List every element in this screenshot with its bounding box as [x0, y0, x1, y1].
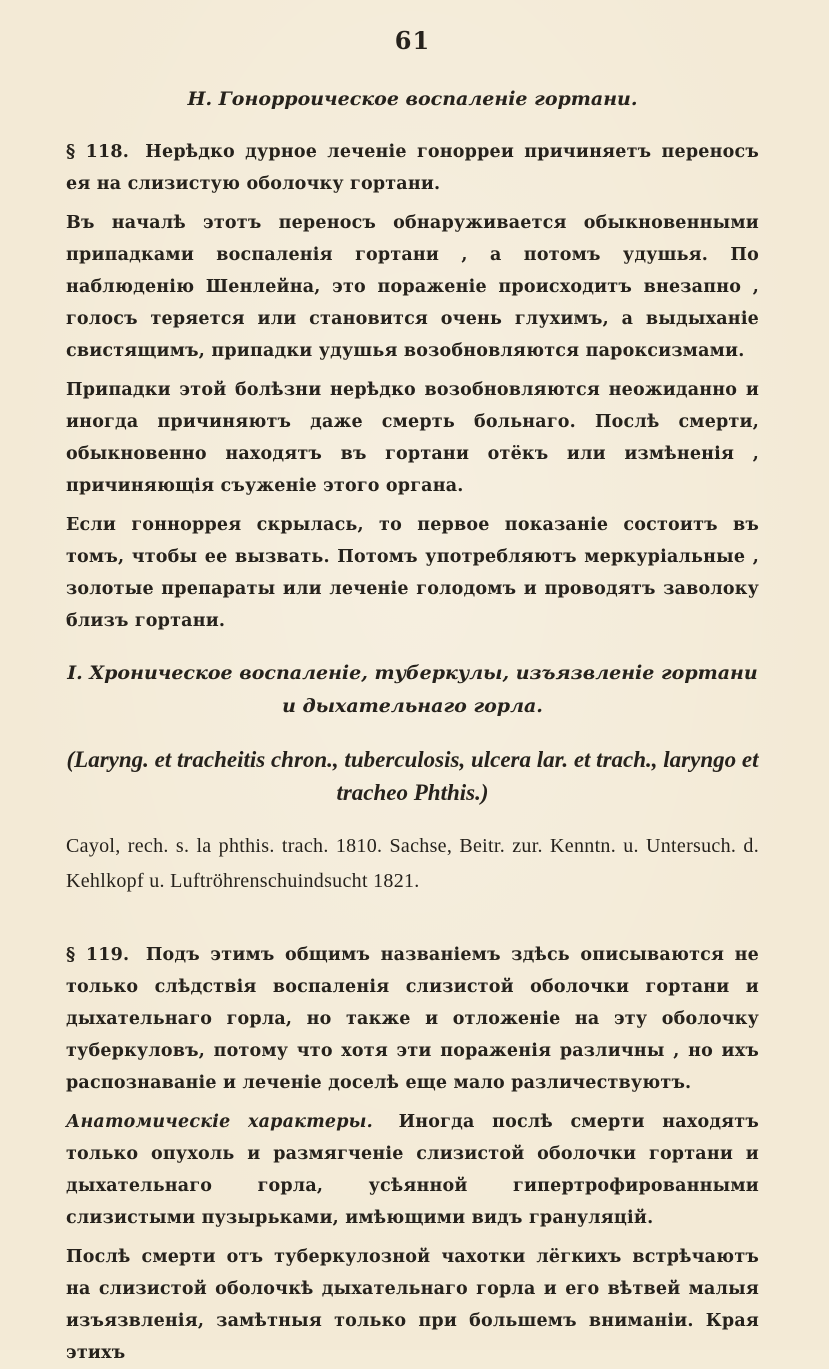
page-number: 61: [394, 26, 431, 55]
paragraph-anatomy-text: Иногда послѣ смерти находятъ только опухоль и размягченіе слизистой оболочки гортани и дыхательнаго горла, усѣянной гипертрофированными слизистыми пузырьками, имѣющими видъ грануляцій.: [66, 1112, 759, 1228]
paragraph-118: [66, 136, 759, 200]
section-number-118: § 118.: [66, 142, 130, 162]
paragraph-symptoms: Въ началѣ этотъ переносъ обнаруживается обыкновенными припадками воспаленія гортани , а потомъ удушья. По наблюденію Шенлейна, это пораженіе происходитъ внезапно , голосъ теряется или становится очень глухимъ, а выдыханіе свистящимъ, припадки удушья возобновляются пароксизмами.: [66, 213, 759, 361]
latin-synonyms: (Laryng. et tracheitis chron., tuberculosis, ulcera lar. et trach., laryngo et tracheo Phthis.): [66, 747, 759, 805]
paragraph-treatment: Если гонноррея скрылась, то первое показаніе состоитъ въ томъ, чтобы ее вызвать. Потомъ употребляютъ меркуріальные , золотые препараты или леченіе голодомъ и проводятъ заволоку близъ гортани.: [66, 515, 759, 631]
paragraph-ulcers: Послѣ смерти отъ туберкулозной чахотки лёгкихъ встрѣчаютъ на слизистой оболочкѣ дыхательнаго горла и его вѣтвей малыя изъязвленія, замѣтныя только при большемъ вниманіи. Края этихъ: [66, 1247, 759, 1363]
section-heading-i: I. Хроническое воспаленіе, туберкулы, изъязвленіе гортани и дыхательнаго горла.: [67, 662, 758, 717]
anatomy-lead-phrase: Анатомическіе характеры.: [66, 1112, 373, 1132]
bibliography-references: Cayol, rech. s. la phthis. trach. 1810. Sachse, Beitr. zur. Kenntn. u. Untersuch. d. Kehlkopf u. Luftröhrenschuindsucht 1821.: [66, 835, 759, 892]
paragraph-118-text: Нерѣдко дурное леченіе гонорреи причиняетъ переносъ ея на слизистую оболочку гортани.: [66, 142, 759, 194]
paragraph-anatomy: [66, 1106, 759, 1234]
section-heading-h: Н. Гонорроическое воспаленіе гортани.: [187, 88, 638, 110]
paragraph-outcome: Припадки этой болѣзни нерѣдко возобновляются неожиданно и иногда причиняютъ даже смерть больнаго. Послѣ смерти, обыкновенно находятъ въ гортани отёкъ или измѣненія , причиняющія съуженіе этого органа.: [66, 380, 759, 496]
section-number-119: § 119.: [66, 945, 130, 965]
paragraph-119-text: Подъ этимъ общимъ названіемъ здѣсь описываются не только слѣдствія воспаленія слизистой оболочки гортани и дыхательнаго горла, но также и отложеніе на эту оболочку туберкуловъ, потому что хотя эти пораженія различны , но ихъ распознаваніе и леченіе доселѣ еще мало различествуютъ.: [66, 945, 759, 1093]
paragraph-119: [66, 939, 759, 1099]
